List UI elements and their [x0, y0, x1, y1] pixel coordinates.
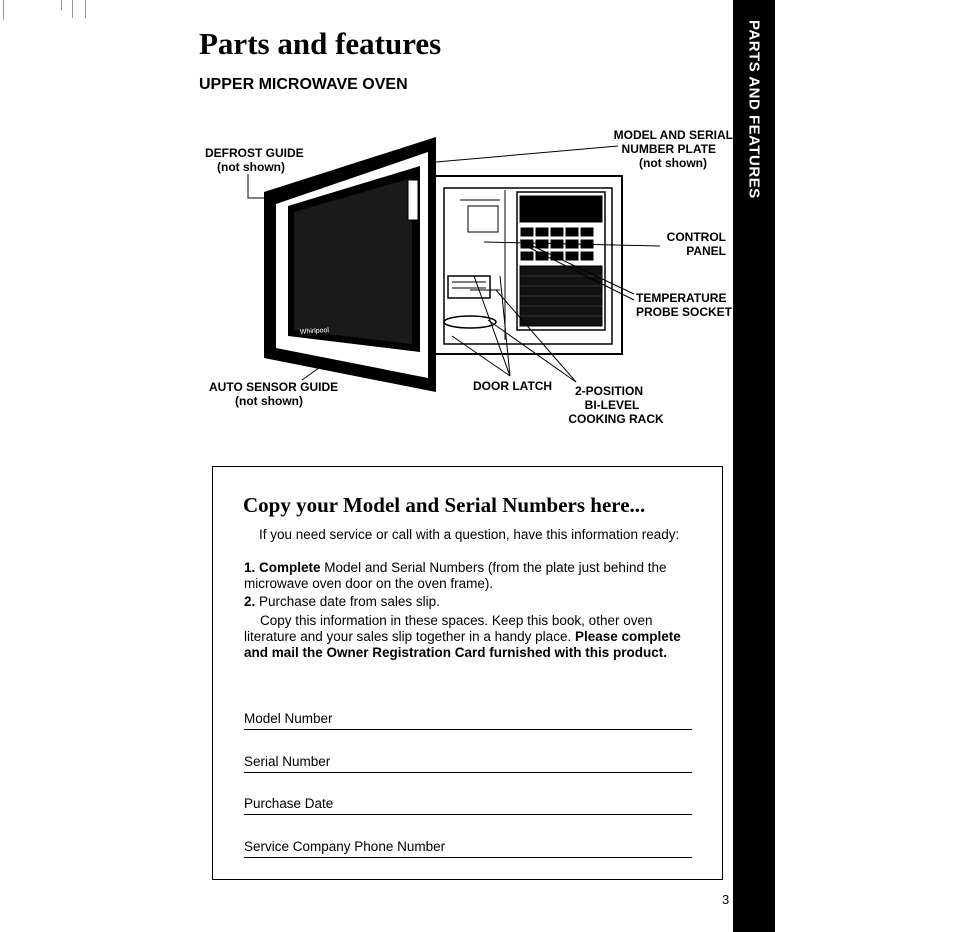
callout-cooking-rack: 2-POSITION BI-LEVEL COOKING RACK [568, 384, 664, 426]
callout-temperature-probe-socket: TEMPERATURE PROBE SOCKET [636, 291, 733, 319]
purchase-date-field[interactable] [244, 796, 692, 815]
section-title: UPPER MICROWAVE OVEN [199, 76, 408, 93]
svg-text:12:00: 12:00 [548, 208, 576, 218]
service-company-phone-field[interactable] [244, 839, 692, 858]
copy-numbers-box [212, 466, 723, 880]
copy-box-item-1: 1. Complete Model and Serial Numbers (from the plate just behind the microwave oven door on the oven frame). [244, 560, 667, 591]
callout-control-panel: CONTROL PANEL [666, 230, 726, 258]
callout-auto-sensor-guide: AUTO SENSOR GUIDE (not shown) [209, 380, 339, 408]
copy-box-title: Copy your Model and Serial Numbers here... [243, 493, 646, 517]
callout-model-serial-plate: MODEL AND SERIAL NUMBER PLATE (not shown) [613, 128, 733, 170]
copy-box-item-2: 2. Purchase date from sales slip. [244, 594, 440, 609]
page-title: Parts and features [199, 26, 442, 61]
serial-number-label: Serial Number [244, 754, 331, 769]
model-number-label: Model Number [244, 711, 333, 726]
model-number-field[interactable] [244, 711, 692, 730]
callout-defrost-guide: DEFROST GUIDE (not shown) [205, 146, 304, 174]
copy-box-instructions: Copy this information in these spaces. Keep this book, other oven literature and your sales slip together in a handy place. Please complete and mail the Owner Registration Card furnished with this product. [244, 613, 681, 660]
oven-door-drawing [264, 137, 436, 392]
serial-number-field[interactable] [244, 754, 692, 773]
svg-text:Whirlpool: Whirlpool [299, 326, 330, 336]
control-panel-drawing [517, 192, 605, 330]
copy-box-intro: If you need service or call with a question, have this information ready: [259, 527, 680, 542]
purchase-date-label: Purchase Date [244, 796, 334, 811]
service-company-phone-label: Service Company Phone Number [244, 839, 446, 854]
callout-door-latch: DOOR LATCH [473, 379, 553, 393]
side-tab-label: PARTS AND FEATURES [745, 20, 763, 199]
page-number: 3 [722, 892, 730, 907]
